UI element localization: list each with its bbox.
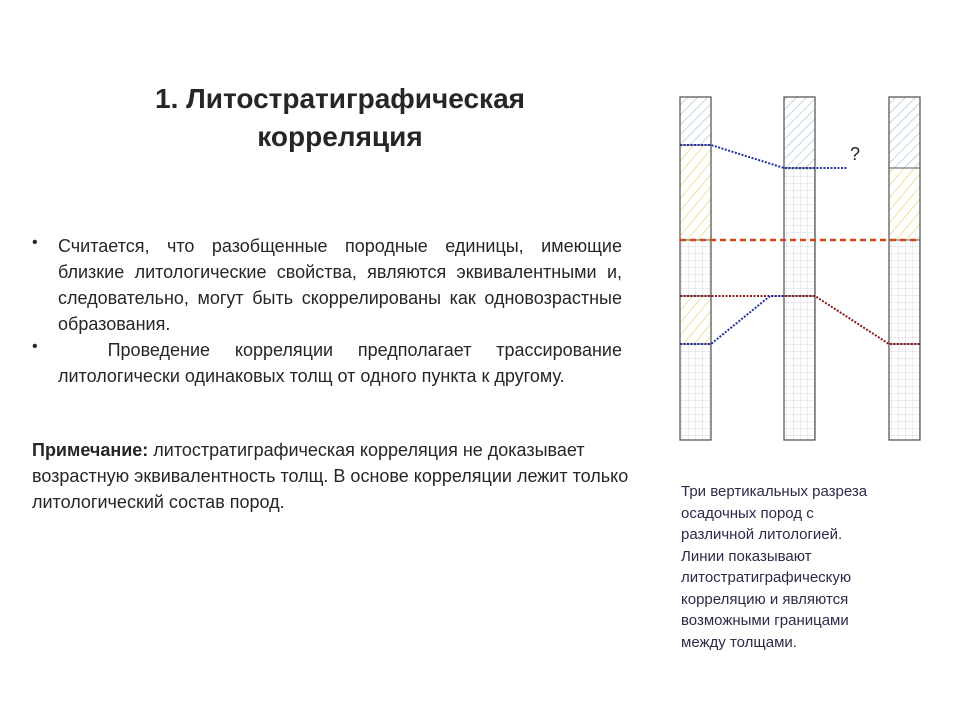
caption-line: различной литологией. bbox=[681, 526, 843, 543]
caption-line: Три вертикальных разреза bbox=[681, 483, 868, 500]
layer-yellow-hatch bbox=[889, 168, 920, 240]
diagram-caption bbox=[681, 481, 921, 653]
note-text: литостратиграфическая корреляция не доказывает возрастную эквивалентность толщ. В основе корреляции лежит только литологический состав пород. bbox=[32, 440, 629, 512]
layer-grid bbox=[889, 240, 920, 440]
caption-line: корреляцию и являются bbox=[681, 590, 849, 608]
caption-line: осадочных пород с bbox=[681, 504, 814, 522]
layer-grid bbox=[784, 168, 815, 440]
bullet-item-2 bbox=[32, 337, 627, 389]
bullet-point-icon: • bbox=[32, 338, 38, 355]
layer-yellow-hatch bbox=[680, 145, 711, 240]
bullet-text-2: Проведение корреляции предполагает трассирование литологически одинаковых толщ от одного пункта к другому. bbox=[58, 340, 627, 386]
caption-line: между толщами. bbox=[681, 633, 797, 651]
bullet-item-1 bbox=[32, 233, 622, 337]
caption-line: возможными границами bbox=[681, 612, 849, 629]
section-column-1 bbox=[680, 97, 711, 440]
layer-grid bbox=[680, 240, 711, 296]
layer-grid bbox=[680, 344, 711, 440]
layer-blue-hatch bbox=[784, 97, 815, 168]
section-column-3 bbox=[889, 97, 920, 440]
note-label: Примечание: bbox=[32, 440, 149, 460]
bullet-point-icon: • bbox=[32, 234, 38, 251]
caption-line: литостратиграфическую bbox=[681, 569, 852, 586]
correlation-diagram bbox=[660, 85, 935, 460]
layer-blue-hatch bbox=[889, 97, 920, 168]
title-line-2: корреляция bbox=[257, 121, 423, 152]
layer-yellow-hatch bbox=[680, 296, 711, 344]
question-mark-label: ? bbox=[850, 144, 861, 164]
layer-blue-hatch bbox=[680, 97, 711, 145]
section-column-2 bbox=[784, 97, 815, 440]
note-paragraph bbox=[32, 437, 632, 515]
slide-title bbox=[60, 80, 620, 156]
caption-line: Линии показывают bbox=[681, 547, 812, 565]
bullet-text-1: Считается, что разобщенные породные единицы, имеющие близкие литологические свойства, являются эквивалентными и, следовательно, могут быть скоррелированы как одновозрастные образования. bbox=[58, 236, 622, 334]
title-line-1: 1. Литостратиграфическая bbox=[155, 83, 525, 114]
